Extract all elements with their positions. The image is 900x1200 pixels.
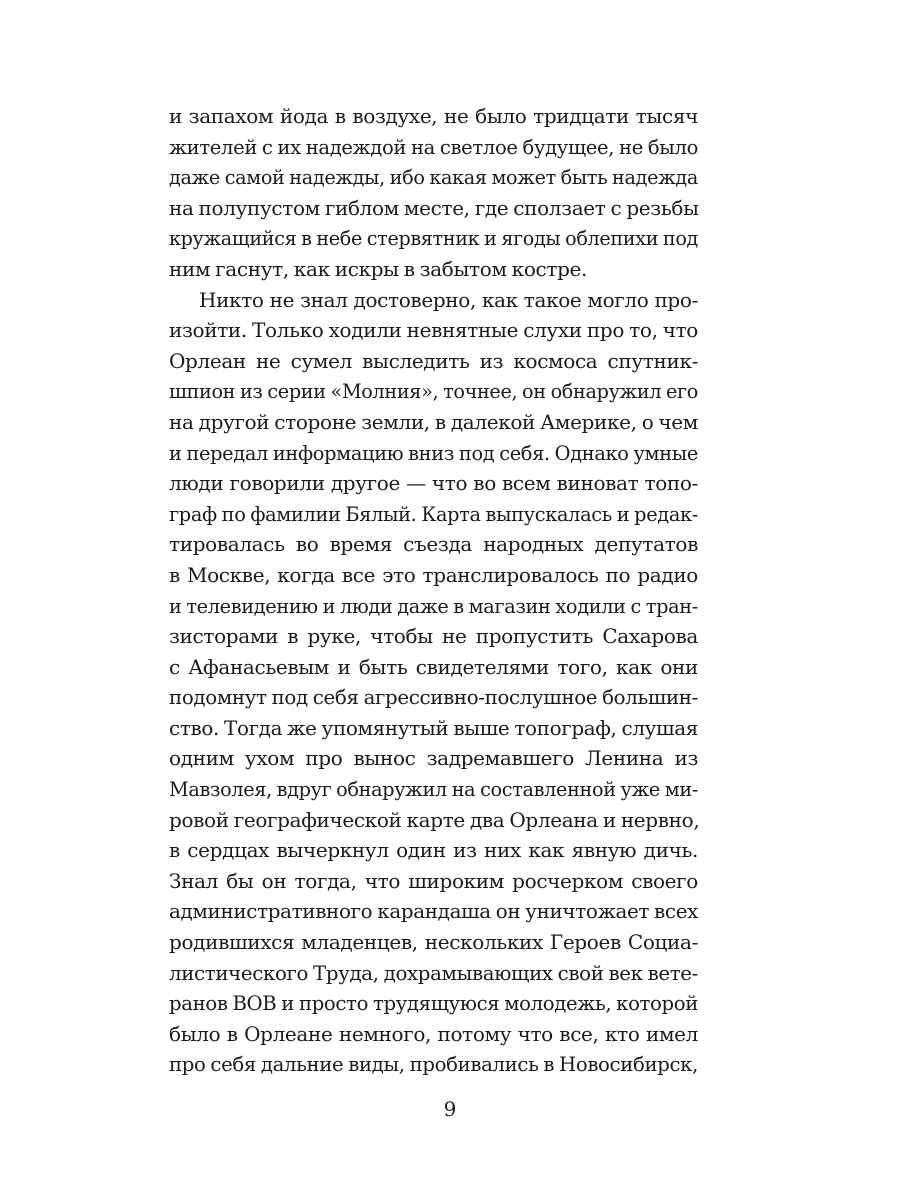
text-line: на другой стороне земли, в далекой Америке, о чем xyxy=(169,409,698,434)
page-number: 9 xyxy=(443,1097,457,1121)
text-line: подомнут под себя агрессивно-послушное большин- xyxy=(169,685,698,710)
text-line: шпион из серии «Молния», точнее, он обнаружил его xyxy=(169,379,698,404)
text-line: в сердцах вычеркнул один из них как явную дичь. xyxy=(169,838,698,863)
text-line: даже самой надежды, ибо какая может быть надежда xyxy=(169,165,698,190)
text-line: с Афанасьевым и быть свидетелями того, как они xyxy=(169,654,698,679)
text-line: родившихся младенцев, нескольких Героев Социа- xyxy=(169,930,698,955)
text-line: ним гаснут, как искры в забытом костре. xyxy=(169,256,588,281)
text-line: и телевидению и люди даже в магазин ходили с тран- xyxy=(169,593,698,618)
text-line: Мавзолея, вдруг обнаружил на составленной уже ми- xyxy=(169,777,698,802)
text-line: ровой географической карте два Орлеана и нервно, xyxy=(169,807,700,832)
text-line: тировалась во время съезда народных депутатов xyxy=(169,532,698,557)
text-line: одним ухом про вынос задремавшего Ленина из xyxy=(169,746,698,771)
text-line: административного карандаша он уничтожает всех xyxy=(169,899,698,924)
text-line: граф по фамилии Бялый. Карта выпускалась и редак- xyxy=(169,501,698,526)
text-line: Никто не знал достоверно, как такое могло про- xyxy=(199,287,698,312)
text-line: изойти. Только ходили невнятные слухи про то, что xyxy=(169,318,698,343)
text-line: на полупустом гиблом месте, где сползает с резьбы xyxy=(169,195,699,220)
text-line: было в Орлеане немного, потому что все, кто имел xyxy=(169,1021,698,1046)
text-line: кружащийся в небе стервятник и ягоды облепихи под xyxy=(169,226,698,251)
text-line: Орлеан не сумел выследить из космоса спутник- xyxy=(169,348,698,373)
body-text xyxy=(169,101,698,1080)
text-line: люди говорили другое — что во всем виноват топо- xyxy=(169,471,698,496)
text-line: листического Труда, дохрамывающих свой век вете- xyxy=(169,960,698,985)
text-line: ранов ВОВ и просто трудящуюся молодежь, которой xyxy=(169,991,698,1016)
text-line: в Москве, когда все это транслировалось по радио xyxy=(169,562,698,587)
text-line: Знал бы он тогда, что широким росчерком своего xyxy=(169,868,698,893)
text-line: и передал информацию вниз под себя. Однако умные xyxy=(169,440,698,465)
text-line: и запахом йода в воздухе, не было тридцати тысяч xyxy=(169,104,698,128)
text-line: ство. Тогда же упомянутый выше топограф, слушая xyxy=(169,715,698,740)
text-line: зисторами в руке, чтобы не пропустить Сахарова xyxy=(169,624,698,649)
text-line: жителей с их надеждой на светлое будущее, не было xyxy=(169,134,698,159)
text-line: про себя дальние виды, пробивались в Новосибирск, xyxy=(169,1052,698,1077)
